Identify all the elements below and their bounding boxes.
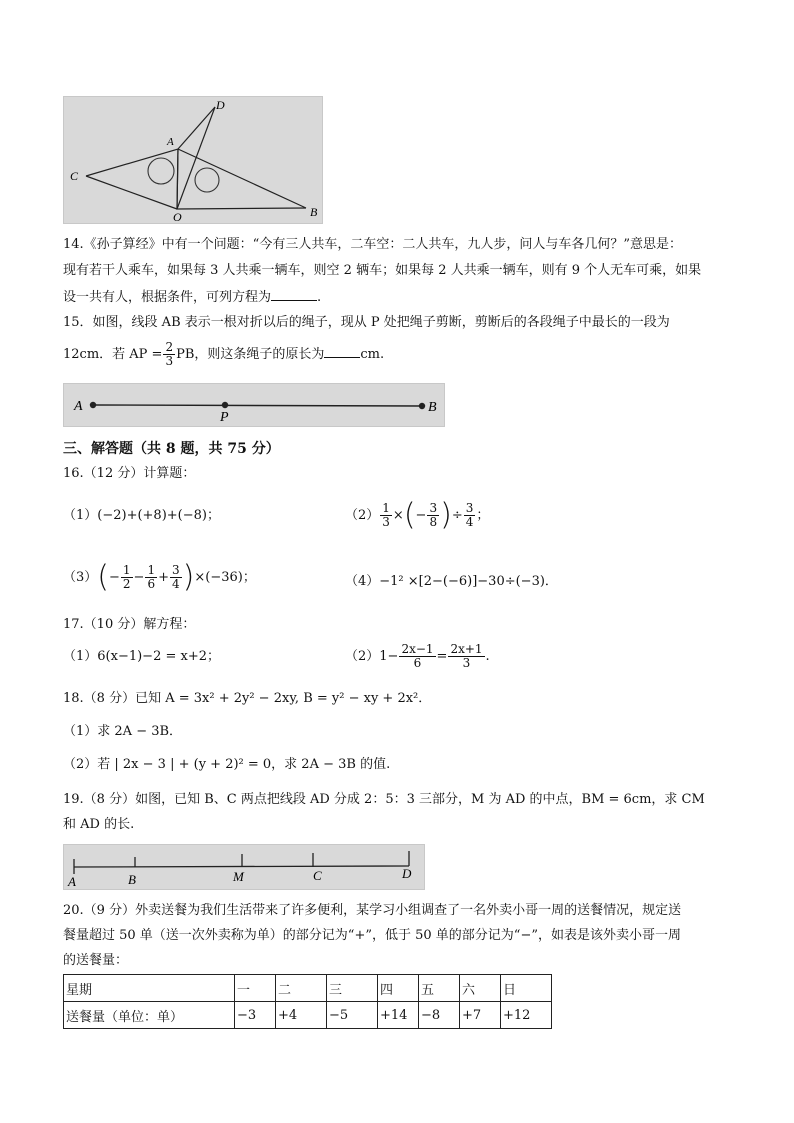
frac-num: 2x−1 <box>401 642 434 656</box>
frac-den: 6 <box>147 577 156 591</box>
table-header-row <box>64 975 552 1002</box>
q17-part1: （1）6(x−1)−2 = x+2； <box>63 649 220 664</box>
segment-diagram <box>64 845 424 889</box>
q16-part2: （2） $\frac{1}{3}$ ×(− $\frac{3}{8}$ )÷ $\frac{3}{4}$ ； <box>345 497 490 533</box>
frac-num: 1 <box>122 563 131 577</box>
q15-fraction <box>163 341 175 368</box>
q14-line3 <box>63 288 321 307</box>
q20-line2: 餐量超过 50 单（送一次外卖称为单）的部分记为“+”，低于 50 单的部分记为“−”，如表是该外卖小哥一周 <box>63 928 681 943</box>
q16-part4: （4）−1² ×[2−(−6)]−30÷(−3)． <box>345 574 558 589</box>
rope-label-A: A <box>74 399 83 414</box>
label-O: O <box>173 210 182 223</box>
frac-num: 3 <box>429 501 438 515</box>
q16-part3-label: （3） <box>63 570 98 585</box>
q14-line3-text: 设一共有人，根据条件，可列方程为 <box>63 290 272 305</box>
table-cell: −8 <box>419 1002 460 1029</box>
frac-den: 4 <box>465 515 474 529</box>
table-header-cell: 二 <box>276 975 327 1002</box>
frac-den: 6 <box>413 656 422 670</box>
frac-num: 1 <box>382 501 390 515</box>
q16-part2-frac3 <box>464 502 476 529</box>
frac-num: 1 <box>147 563 156 577</box>
q14-line2: 现有若干人乘车，如果每 3 人共乘一辆车，则空 2 辆车；如果每 2 人共乘一辆车，则有 9 个人无车可乘，如果 <box>63 263 702 278</box>
seg-label-C: C <box>313 868 322 883</box>
seg-label-B: B <box>128 872 136 887</box>
q17-head: 17.（10 分）解方程： <box>63 617 196 632</box>
seg-label-D: D <box>402 866 412 881</box>
q20-line3: 的送餐量： <box>63 953 129 968</box>
q19-line2: 和 AD 的长. <box>63 817 135 832</box>
q16-part2-frac2 <box>427 502 439 529</box>
q20-line1: 20.（9 分）外卖送餐为我们生活带来了许多便利，某学习小组调查了一名外卖小哥一周的送餐情况，规定送 <box>63 903 682 918</box>
frac-num: 3 <box>172 563 180 577</box>
frac-den: 4 <box>172 577 180 591</box>
q15-line2-start: 12cm．若 AP = <box>63 347 163 362</box>
table-cell: −3 <box>235 1002 276 1029</box>
frac-den: 3 <box>382 515 390 529</box>
q16-part3: （3）(− $\frac{1}{2}$ − $\frac{1}{6}$ + $\frac{3}{4}$ )×(−36)； <box>63 559 256 595</box>
table-row <box>64 1002 552 1029</box>
q17-part2 <box>345 638 490 676</box>
table-header-cell: 五 <box>419 975 460 1002</box>
triangle-diagram <box>64 97 322 223</box>
table-header-cell: 星期 <box>64 975 235 1002</box>
rope-diagram <box>64 384 444 426</box>
q17-part2-label: （2）1− <box>345 649 399 664</box>
q16-part3-frac3 <box>170 564 182 591</box>
q18-part1: （1）求 2A − 3B． <box>63 724 183 739</box>
q15-line2-end: cm. <box>360 347 385 362</box>
label-D: D <box>216 98 225 112</box>
rope-label-B: B <box>428 400 437 415</box>
table-header-cell: 六 <box>460 975 501 1002</box>
q19-line1: 19.（8 分）如图，已知 B、C 两点把线段 AD 分成 2：5：3 三部分，M 为 AD 的中点，BM = 6cm，求 CM <box>63 792 705 807</box>
q15-line1: 15．如图，线段 AB 表示一根对折以后的绳子，现从 P 处把绳子剪断，剪断后的各段绳子中最长的一段为 <box>63 315 670 330</box>
q14-line1: 14.《孙子算经》中有一个问题：“今有三人共车，二车空：二人共车，九人步，问人与车各几何？”意思是： <box>63 237 682 252</box>
q16-part3-tail: ×(−36)； <box>194 570 256 585</box>
table-row-label: 送餐量（单位：单） <box>64 1002 235 1029</box>
label-B: B <box>310 205 318 219</box>
section-title: 三、解答题（共 8 题，共 75 分） <box>63 441 280 457</box>
q15-answer-blank[interactable] <box>324 345 360 358</box>
table-cell: +12 <box>501 1002 552 1029</box>
frac-den: 2 <box>122 577 131 591</box>
q14-line3-end: . <box>317 290 322 305</box>
q15-line2-mid: PB，则这条绳子的原长为 <box>176 347 325 362</box>
table-header-cell: 一 <box>235 975 276 1002</box>
figure-rope <box>63 383 445 427</box>
seg-label-A: A <box>68 874 76 889</box>
q17-part2-eq: = <box>436 649 448 664</box>
q16-part3-frac1 <box>121 564 133 591</box>
q14-answer-blank[interactable] <box>271 288 317 301</box>
table-header-cell: 三 <box>327 975 378 1002</box>
table-cell: −5 <box>327 1002 378 1029</box>
q15-frac-den: 3 <box>165 354 174 368</box>
rope-label-P: P <box>220 410 229 425</box>
table-cell: +7 <box>460 1002 501 1029</box>
seg-label-M: M <box>233 869 244 884</box>
q16-part1: （1）(−2)+(+8)+(−8)； <box>63 508 220 523</box>
q16-head: 16.（12 分）计算题： <box>63 466 196 481</box>
figure-triangles <box>63 96 323 224</box>
q17-part2-frac1 <box>399 643 435 670</box>
table-cell: +14 <box>378 1002 419 1029</box>
q17-part2-frac2 <box>448 643 484 670</box>
q15-line2 <box>63 338 384 372</box>
q18-head: 18.（8 分）已知 A = 3x² + 2y² − 2xy, B = y² − xy + 2x²． <box>63 691 432 706</box>
frac-num: 3 <box>465 501 474 515</box>
figure-segment-AD <box>63 844 425 890</box>
q15-frac-num: 2 <box>165 340 174 354</box>
label-A: A <box>167 136 174 148</box>
label-C: C <box>70 169 79 183</box>
frac-den: 3 <box>462 656 471 670</box>
table-header-cell: 日 <box>501 975 552 1002</box>
q16-part3-frac2 <box>145 564 157 591</box>
delivery-table <box>63 974 552 1029</box>
q16-part2-frac1 <box>380 502 392 529</box>
frac-num: 2x+1 <box>450 642 483 656</box>
table-cell: +4 <box>276 1002 327 1029</box>
frac-den: 8 <box>429 515 438 529</box>
q17-part2-tail: . <box>485 649 490 664</box>
q16-part2-label: （2） <box>345 508 380 523</box>
q18-part2: （2）若 | 2x − 3 | + (y + 2)² = 0，求 2A − 3B 的值. <box>63 757 391 772</box>
table-header-cell: 四 <box>378 975 419 1002</box>
